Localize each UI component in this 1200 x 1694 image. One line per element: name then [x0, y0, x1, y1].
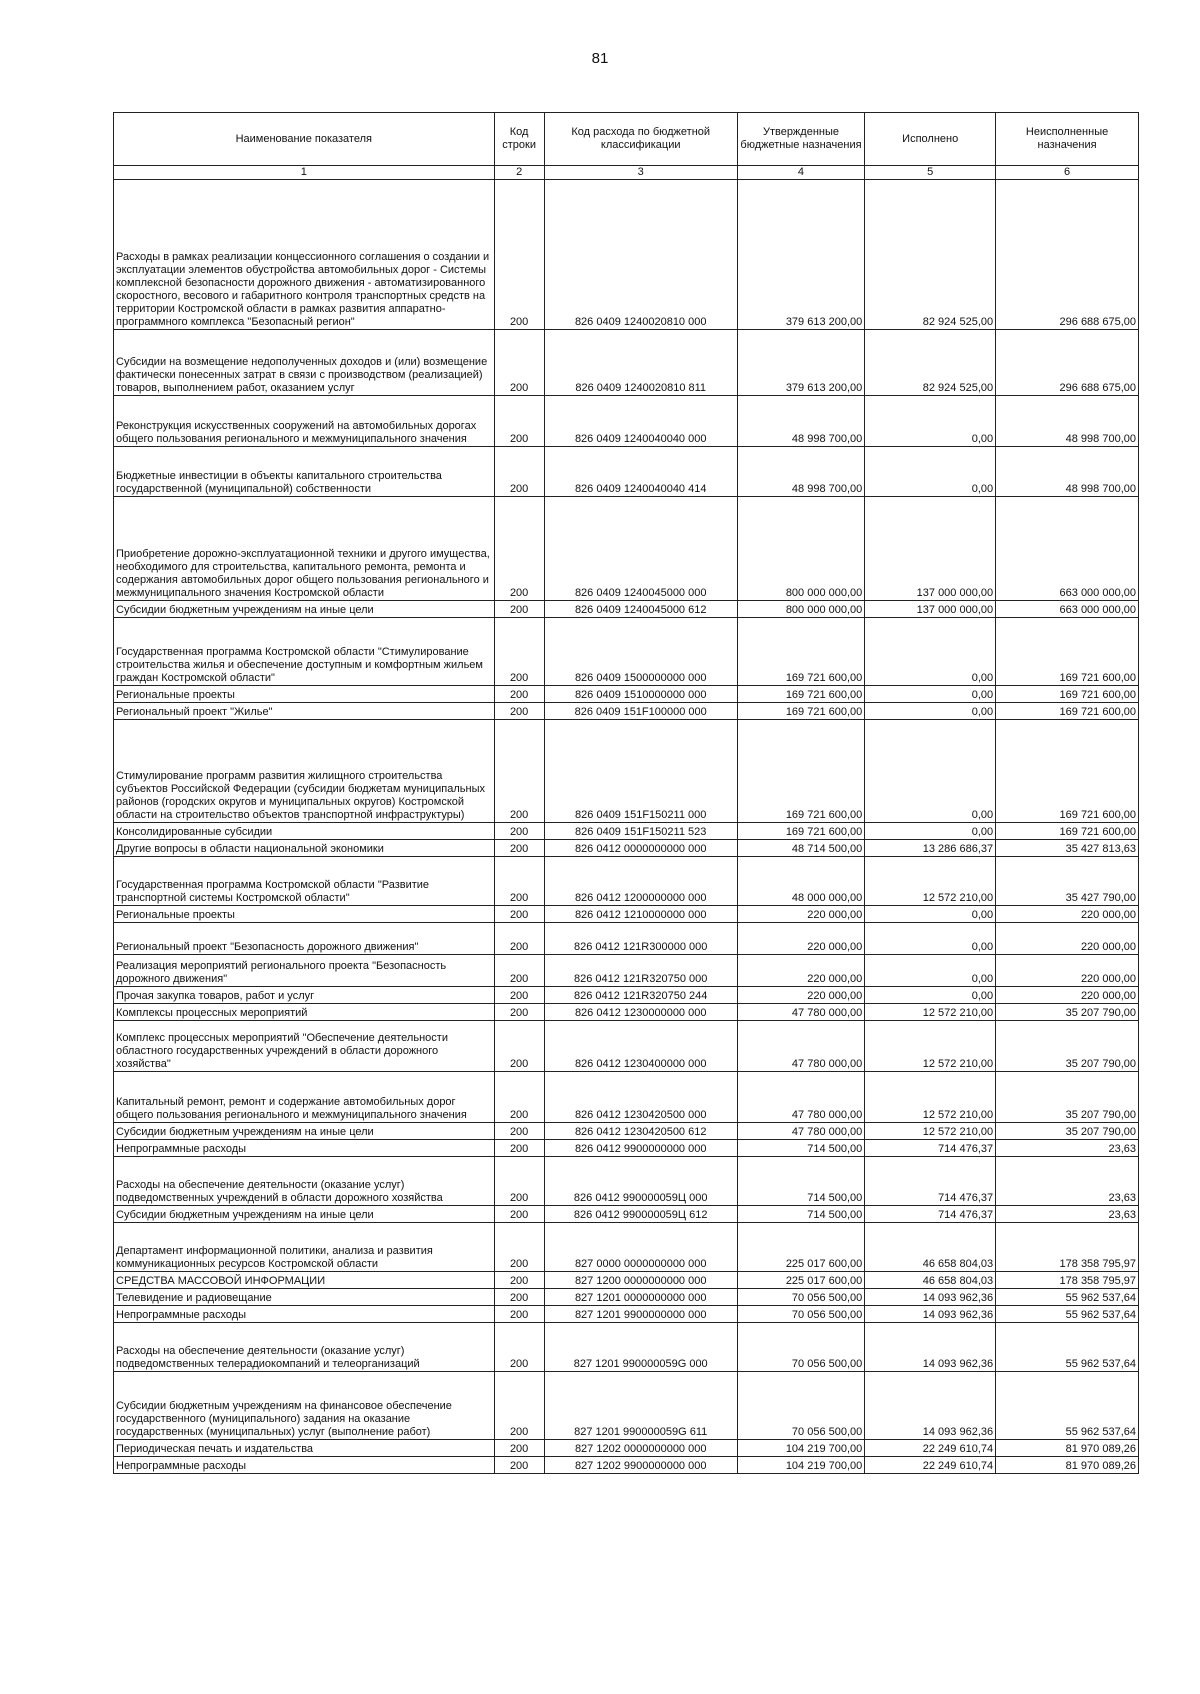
row-executed: 0,00 — [865, 923, 996, 955]
row-budget-code: 826 0409 151F150211 523 — [544, 823, 737, 840]
row-approved: 800 000 000,00 — [737, 497, 865, 601]
row-executed: 137 000 000,00 — [865, 497, 996, 601]
table-row — [114, 987, 1139, 1004]
row-line-code: 200 — [494, 823, 544, 840]
table-body — [114, 180, 1139, 1474]
row-name: Региональный проект "Безопасность дорожного движения" — [114, 923, 495, 955]
page-number: 81 — [591, 50, 609, 67]
row-name: Консолидированные субсидии — [114, 823, 495, 840]
row-budget-code: 826 0412 121R320750 000 — [544, 955, 737, 987]
row-executed: 12 572 210,00 — [865, 1123, 996, 1140]
row-executed: 0,00 — [865, 703, 996, 720]
row-unexecuted: 55 962 537,64 — [996, 1323, 1139, 1372]
row-name: Реконструкция искусственных сооружений на автомобильных дорогах общего пользования регионального и межмуниципального значения — [114, 396, 495, 447]
table-row — [114, 1289, 1139, 1306]
row-name: Комплекс процессных мероприятий "Обеспечение деятельности областного государственных учреждений в области дорожного хозяйства" — [114, 1021, 495, 1072]
row-executed: 714 476,37 — [865, 1206, 996, 1223]
column-number: 6 — [996, 166, 1139, 180]
row-line-code: 200 — [494, 857, 544, 906]
row-name: Непрограммные расходы — [114, 1306, 495, 1323]
row-executed: 22 249 610,74 — [865, 1457, 996, 1474]
row-executed: 12 572 210,00 — [865, 857, 996, 906]
table-row — [114, 1004, 1139, 1021]
row-unexecuted: 169 721 600,00 — [996, 618, 1139, 686]
row-line-code: 200 — [494, 720, 544, 823]
table-row — [114, 703, 1139, 720]
row-budget-code: 826 0412 1210000000 000 — [544, 906, 737, 923]
row-unexecuted: 35 207 790,00 — [996, 1072, 1139, 1123]
row-line-code: 200 — [494, 703, 544, 720]
row-line-code: 200 — [494, 1140, 544, 1157]
row-unexecuted: 48 998 700,00 — [996, 447, 1139, 497]
row-executed: 0,00 — [865, 720, 996, 823]
row-executed: 12 572 210,00 — [865, 1072, 996, 1123]
row-budget-code: 826 0412 121R320750 244 — [544, 987, 737, 1004]
row-name: Субсидии бюджетным учреждениям на иные цели — [114, 1123, 495, 1140]
header-line-code: Код строки — [494, 113, 544, 166]
row-unexecuted: 55 962 537,64 — [996, 1306, 1139, 1323]
table-row — [114, 497, 1139, 601]
row-name: Приобретение дорожно-эксплуатационной техники и другого имущества, необходимого для строительства, капитального ремонта, ремонта и содержания автомобильных дорог общего пользования регионального и межмуниципального значения Костромской области — [114, 497, 495, 601]
row-name: Стимулирование программ развития жилищного строительства субъектов Российской Федерации (субсидии бюджетам муниципальных районов (городских округов и муниципальных округов) Костромской области на строительство объектов транспортной инфраструктуры) — [114, 720, 495, 823]
row-budget-code: 827 1201 9900000000 000 — [544, 1306, 737, 1323]
row-unexecuted: 220 000,00 — [996, 923, 1139, 955]
row-executed: 0,00 — [865, 618, 996, 686]
table-row — [114, 1272, 1139, 1289]
table-row — [114, 1372, 1139, 1440]
row-name: Комплексы процессных мероприятий — [114, 1004, 495, 1021]
row-name: СРЕДСТВА МАССОВОЙ ИНФОРМАЦИИ — [114, 1272, 495, 1289]
row-unexecuted: 81 970 089,26 — [996, 1457, 1139, 1474]
row-budget-code: 826 0409 1240045000 612 — [544, 601, 737, 618]
table-row — [114, 955, 1139, 987]
row-budget-code: 826 0409 1510000000 000 — [544, 686, 737, 703]
row-unexecuted: 663 000 000,00 — [996, 601, 1139, 618]
row-line-code: 200 — [494, 686, 544, 703]
row-unexecuted: 169 721 600,00 — [996, 686, 1139, 703]
row-budget-code: 826 0412 1230000000 000 — [544, 1004, 737, 1021]
table-row — [114, 857, 1139, 906]
row-budget-code: 826 0409 1500000000 000 — [544, 618, 737, 686]
row-budget-code: 827 0000 0000000000 000 — [544, 1223, 737, 1272]
row-budget-code: 826 0409 1240020810 000 — [544, 180, 737, 330]
table-row — [114, 1157, 1139, 1206]
row-unexecuted: 178 358 795,97 — [996, 1272, 1139, 1289]
row-approved: 220 000,00 — [737, 955, 865, 987]
row-name: Непрограммные расходы — [114, 1140, 495, 1157]
row-line-code: 200 — [494, 447, 544, 497]
row-budget-code: 826 0412 990000059Ц 000 — [544, 1157, 737, 1206]
row-executed: 0,00 — [865, 906, 996, 923]
row-unexecuted: 23,63 — [996, 1157, 1139, 1206]
column-number: 4 — [737, 166, 865, 180]
row-approved: 70 056 500,00 — [737, 1306, 865, 1323]
row-line-code: 200 — [494, 618, 544, 686]
row-approved: 220 000,00 — [737, 987, 865, 1004]
table-row — [114, 1021, 1139, 1072]
row-line-code: 200 — [494, 1004, 544, 1021]
row-approved: 220 000,00 — [737, 906, 865, 923]
row-budget-code: 826 0412 121R300000 000 — [544, 923, 737, 955]
row-unexecuted: 296 688 675,00 — [996, 330, 1139, 396]
row-approved: 169 721 600,00 — [737, 703, 865, 720]
row-budget-code: 826 0409 1240040040 000 — [544, 396, 737, 447]
table-row — [114, 1206, 1139, 1223]
row-executed: 14 093 962,36 — [865, 1323, 996, 1372]
row-name: Реализация мероприятий регионального проекта "Безопасность дорожного движения" — [114, 955, 495, 987]
row-executed: 12 572 210,00 — [865, 1004, 996, 1021]
row-line-code: 200 — [494, 987, 544, 1004]
row-name: Региональный проект "Жилье" — [114, 703, 495, 720]
row-approved: 48 714 500,00 — [737, 840, 865, 857]
row-line-code: 200 — [494, 1157, 544, 1206]
row-line-code: 200 — [494, 1272, 544, 1289]
row-approved: 169 721 600,00 — [737, 720, 865, 823]
table-row — [114, 906, 1139, 923]
row-name: Региональные проекты — [114, 906, 495, 923]
row-approved: 70 056 500,00 — [737, 1323, 865, 1372]
row-approved: 379 613 200,00 — [737, 180, 865, 330]
row-name: Департамент информационной политики, анализа и развития коммуникационных ресурсов Костромской области — [114, 1223, 495, 1272]
header-unexecuted: Неисполненные назначения — [996, 113, 1139, 166]
row-approved: 714 500,00 — [737, 1206, 865, 1223]
row-name: Телевидение и радиовещание — [114, 1289, 495, 1306]
row-line-code: 200 — [494, 1306, 544, 1323]
row-budget-code: 826 0412 1230420500 612 — [544, 1123, 737, 1140]
row-unexecuted: 178 358 795,97 — [996, 1223, 1139, 1272]
row-name: Расходы в рамках реализации концессионного соглашения о создании и эксплуатации элементов обустройства автомобильных дорог - Системы комплексной безопасности дорожного движения - автоматизированного скоростного, весового и габаритного контроля транспортных средств на территории Костромской области в рамках развития аппаратно-программного комплекса "Безопасный регион" — [114, 180, 495, 330]
row-line-code: 200 — [494, 180, 544, 330]
row-approved: 169 721 600,00 — [737, 618, 865, 686]
row-line-code: 200 — [494, 923, 544, 955]
table-row — [114, 720, 1139, 823]
row-name: Непрограммные расходы — [114, 1457, 495, 1474]
row-unexecuted: 81 970 089,26 — [996, 1440, 1139, 1457]
row-line-code: 200 — [494, 1072, 544, 1123]
row-line-code: 200 — [494, 396, 544, 447]
row-executed: 0,00 — [865, 447, 996, 497]
row-line-code: 200 — [494, 497, 544, 601]
row-unexecuted: 35 427 813,63 — [996, 840, 1139, 857]
row-budget-code: 827 1202 0000000000 000 — [544, 1440, 737, 1457]
row-unexecuted: 35 207 790,00 — [996, 1123, 1139, 1140]
row-unexecuted: 296 688 675,00 — [996, 180, 1139, 330]
row-approved: 47 780 000,00 — [737, 1123, 865, 1140]
row-executed: 0,00 — [865, 396, 996, 447]
column-number: 3 — [544, 166, 737, 180]
row-budget-code: 827 1201 990000059G 611 — [544, 1372, 737, 1440]
table-row — [114, 1072, 1139, 1123]
budget-execution-table — [113, 112, 1139, 1474]
column-number: 2 — [494, 166, 544, 180]
row-unexecuted: 23,63 — [996, 1206, 1139, 1223]
row-name: Периодическая печать и издательства — [114, 1440, 495, 1457]
row-unexecuted: 220 000,00 — [996, 987, 1139, 1004]
row-approved: 48 998 700,00 — [737, 396, 865, 447]
row-approved: 379 613 200,00 — [737, 330, 865, 396]
table-row — [114, 923, 1139, 955]
table-row — [114, 1457, 1139, 1474]
row-budget-code: 826 0412 1230420500 000 — [544, 1072, 737, 1123]
row-name: Расходы на обеспечение деятельности (оказание услуг) подведомственных телерадиокомпаний и телеорганизаций — [114, 1323, 495, 1372]
row-executed: 22 249 610,74 — [865, 1440, 996, 1457]
header-name: Наименование показателя — [114, 113, 495, 166]
row-executed: 13 286 686,37 — [865, 840, 996, 857]
row-line-code: 200 — [494, 601, 544, 618]
row-unexecuted: 55 962 537,64 — [996, 1289, 1139, 1306]
table-row — [114, 396, 1139, 447]
row-executed: 14 093 962,36 — [865, 1372, 996, 1440]
row-executed: 46 658 804,03 — [865, 1223, 996, 1272]
row-executed: 82 924 525,00 — [865, 330, 996, 396]
row-unexecuted: 220 000,00 — [996, 906, 1139, 923]
row-approved: 169 721 600,00 — [737, 823, 865, 840]
row-line-code: 200 — [494, 1440, 544, 1457]
row-budget-code: 827 1200 0000000000 000 — [544, 1272, 737, 1289]
row-name: Региональные проекты — [114, 686, 495, 703]
row-executed: 714 476,37 — [865, 1157, 996, 1206]
row-name: Субсидии бюджетным учреждениям на финансовое обеспечение государственного (муниципального) задания на оказание государственных (муниципальных) услуг (выполнение работ) — [114, 1372, 495, 1440]
row-budget-code: 826 0412 990000059Ц 612 — [544, 1206, 737, 1223]
row-approved: 48 000 000,00 — [737, 857, 865, 906]
row-name: Субсидии бюджетным учреждениям на иные цели — [114, 1206, 495, 1223]
row-unexecuted: 663 000 000,00 — [996, 497, 1139, 601]
row-name: Капитальный ремонт, ремонт и содержание автомобильных дорог общего пользования регионального и межмуниципального значения — [114, 1072, 495, 1123]
row-unexecuted: 35 427 790,00 — [996, 857, 1139, 906]
row-executed: 12 572 210,00 — [865, 1021, 996, 1072]
row-line-code: 200 — [494, 1372, 544, 1440]
row-executed: 82 924 525,00 — [865, 180, 996, 330]
row-executed: 0,00 — [865, 686, 996, 703]
row-budget-code: 826 0409 151F100000 000 — [544, 703, 737, 720]
row-approved: 225 017 600,00 — [737, 1223, 865, 1272]
table-row — [114, 601, 1139, 618]
row-name: Другие вопросы в области национальной экономики — [114, 840, 495, 857]
row-line-code: 200 — [494, 1323, 544, 1372]
row-name: Прочая закупка товаров, работ и услуг — [114, 987, 495, 1004]
row-executed: 14 093 962,36 — [865, 1289, 996, 1306]
row-executed: 137 000 000,00 — [865, 601, 996, 618]
row-approved: 800 000 000,00 — [737, 601, 865, 618]
column-number: 5 — [865, 166, 996, 180]
row-name: Субсидии бюджетным учреждениям на иные цели — [114, 601, 495, 618]
row-unexecuted: 55 962 537,64 — [996, 1372, 1139, 1440]
row-unexecuted: 48 998 700,00 — [996, 396, 1139, 447]
table-row — [114, 823, 1139, 840]
row-executed: 14 093 962,36 — [865, 1306, 996, 1323]
row-line-code: 200 — [494, 1457, 544, 1474]
row-approved: 220 000,00 — [737, 923, 865, 955]
header-executed: Исполнено — [865, 113, 996, 166]
row-budget-code: 827 1202 9900000000 000 — [544, 1457, 737, 1474]
row-line-code: 200 — [494, 840, 544, 857]
table-row — [114, 330, 1139, 396]
row-budget-code: 827 1201 990000059G 000 — [544, 1323, 737, 1372]
row-approved: 714 500,00 — [737, 1157, 865, 1206]
table-row — [114, 1140, 1139, 1157]
row-approved: 47 780 000,00 — [737, 1004, 865, 1021]
row-line-code: 200 — [494, 1223, 544, 1272]
row-approved: 48 998 700,00 — [737, 447, 865, 497]
row-executed: 0,00 — [865, 987, 996, 1004]
row-budget-code: 826 0412 1200000000 000 — [544, 857, 737, 906]
row-name: Бюджетные инвестиции в объекты капитального строительства государственной (муниципальной) собственности — [114, 447, 495, 497]
row-approved: 70 056 500,00 — [737, 1289, 865, 1306]
header-budget-code: Код расхода по бюджетной классификации — [544, 113, 737, 166]
row-approved: 47 780 000,00 — [737, 1072, 865, 1123]
row-line-code: 200 — [494, 1123, 544, 1140]
row-executed: 714 476,37 — [865, 1140, 996, 1157]
row-line-code: 200 — [494, 955, 544, 987]
row-line-code: 200 — [494, 1021, 544, 1072]
row-unexecuted: 35 207 790,00 — [996, 1004, 1139, 1021]
row-approved: 104 219 700,00 — [737, 1440, 865, 1457]
header-approved: Утвержденные бюджетные назначения — [737, 113, 865, 166]
table-row — [114, 1323, 1139, 1372]
row-unexecuted: 220 000,00 — [996, 955, 1139, 987]
row-approved: 714 500,00 — [737, 1140, 865, 1157]
row-executed: 46 658 804,03 — [865, 1272, 996, 1289]
table-row — [114, 840, 1139, 857]
table-row — [114, 1123, 1139, 1140]
table-row — [114, 1306, 1139, 1323]
row-name: Государственная программа Костромской области "Стимулирование строительства жилья и обеспечение доступным и комфортным жильем граждан Костромской области" — [114, 618, 495, 686]
column-number-row — [114, 166, 1139, 180]
row-budget-code: 826 0412 1230400000 000 — [544, 1021, 737, 1072]
row-budget-code: 826 0412 9900000000 000 — [544, 1140, 737, 1157]
column-number: 1 — [114, 166, 495, 180]
row-budget-code: 826 0409 1240040040 414 — [544, 447, 737, 497]
row-line-code: 200 — [494, 906, 544, 923]
row-line-code: 200 — [494, 330, 544, 396]
row-unexecuted: 169 721 600,00 — [996, 720, 1139, 823]
table-row — [114, 1440, 1139, 1457]
row-line-code: 200 — [494, 1289, 544, 1306]
row-budget-code: 827 1201 0000000000 000 — [544, 1289, 737, 1306]
row-budget-code: 826 0409 1240045000 000 — [544, 497, 737, 601]
row-unexecuted: 169 721 600,00 — [996, 823, 1139, 840]
row-name: Государственная программа Костромской области "Развитие транспортной системы Костромской области" — [114, 857, 495, 906]
table-row — [114, 618, 1139, 686]
table-row — [114, 180, 1139, 330]
row-executed: 0,00 — [865, 823, 996, 840]
table-row — [114, 1223, 1139, 1272]
table-row — [114, 447, 1139, 497]
row-unexecuted: 35 207 790,00 — [996, 1021, 1139, 1072]
row-budget-code: 826 0412 0000000000 000 — [544, 840, 737, 857]
row-unexecuted: 169 721 600,00 — [996, 703, 1139, 720]
row-budget-code: 826 0409 1240020810 811 — [544, 330, 737, 396]
row-approved: 104 219 700,00 — [737, 1457, 865, 1474]
table-row — [114, 686, 1139, 703]
table-header-row — [114, 113, 1139, 166]
row-executed: 0,00 — [865, 955, 996, 987]
row-approved: 169 721 600,00 — [737, 686, 865, 703]
row-line-code: 200 — [494, 1206, 544, 1223]
row-budget-code: 826 0409 151F150211 000 — [544, 720, 737, 823]
row-unexecuted: 23,63 — [996, 1140, 1139, 1157]
row-name: Субсидии на возмещение недополученных доходов и (или) возмещение фактически понесенных затрат в связи с производством (реализацией) товаров, выполнением работ, оказанием услуг — [114, 330, 495, 396]
row-approved: 47 780 000,00 — [737, 1021, 865, 1072]
row-approved: 225 017 600,00 — [737, 1272, 865, 1289]
row-name: Расходы на обеспечение деятельности (оказание услуг) подведомственных учреждений в области дорожного хозяйства — [114, 1157, 495, 1206]
row-approved: 70 056 500,00 — [737, 1372, 865, 1440]
